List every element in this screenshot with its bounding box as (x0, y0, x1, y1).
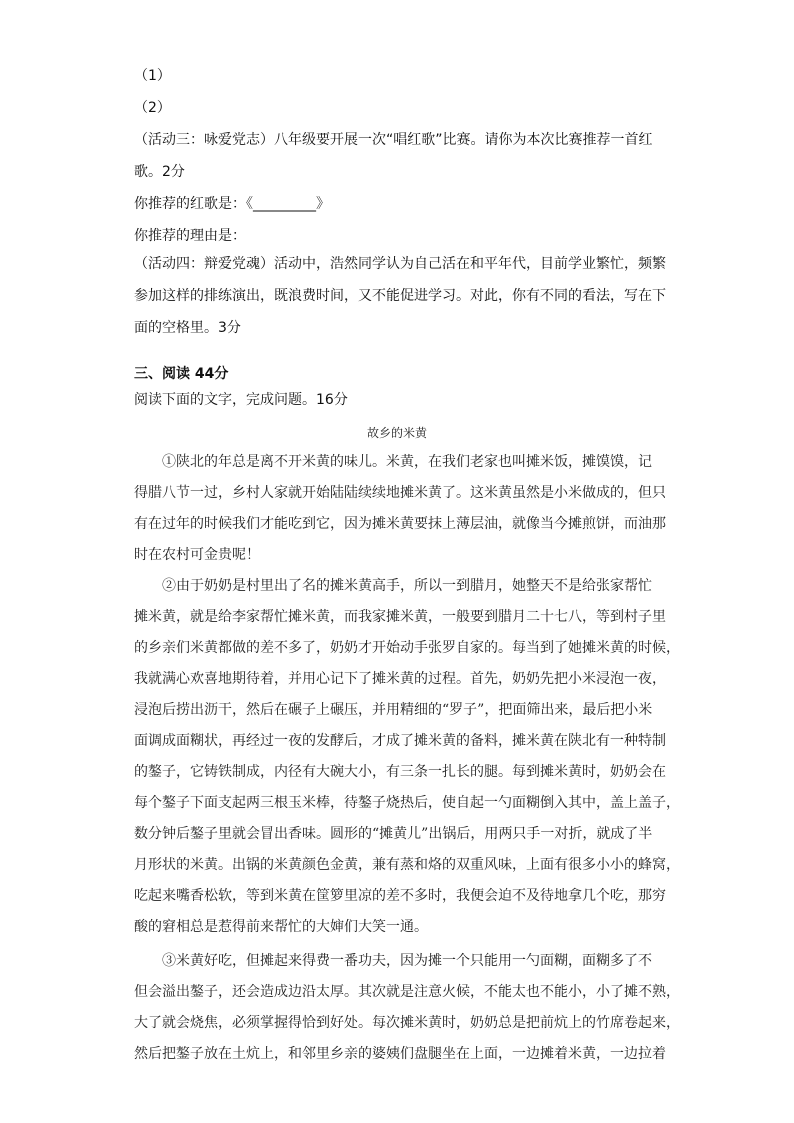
reason-line: 你推荐的理由是： (134, 228, 246, 244)
passage-line: 摊米黄，就是给李家帮忙摊米黄，而我家摊米黄，一般要到腊月二十七八，等到村子里 (134, 609, 666, 625)
activity4-prompt-line2: 参加这样的排练演出，既浪费时间，又不能促进学习。对此，你有不同的看法，写在下 (134, 288, 666, 304)
passage-line: 得腊八节一过，乡村人家就开始陆陆续续地摊米黄了。这米黄虽然是小米做成的，但只 (134, 485, 666, 501)
passage-line: 的鏊子，它铸铁制成，内径有大碗大小，有三条一扎长的腿。每到摊米黄时，奶奶会在 (134, 764, 666, 780)
section-heading: 三、阅读 44分 (134, 366, 229, 382)
passage-line: 数分钟后鏊子里就会冒出香味。圆形的“摊黄儿”出锅后，用两只手一对折，就成了半 (134, 826, 653, 842)
passage-line: 然后把鏊子放在土炕上，和邻里乡亲的婆姨们盘腿坐在上面，一边摊着米黄，一边拉着 (134, 1046, 666, 1062)
reading-instruction: 阅读下面的文字，完成问题。16分 (134, 392, 348, 408)
passage-line: 每个鏊子下面支起两三根玉米棒，待鏊子烧热后，使自起一勺面糊倒入其中，盖上盖子， (134, 795, 680, 811)
passage-line: 面调成面糊状，再经过一夜的发酵后，才成了摊米黄的备料，摊米黄在陕北有一种特制 (134, 733, 666, 749)
activity3-prompt-line2: 歌。2分 (134, 164, 185, 180)
activity4-prompt-line3: 面的空格里。3分 (134, 320, 241, 336)
passage-line: ①陕北的年总是离不开米黄的味儿。米黄，在我们老家也叫摊米饭，摊馍馍，记 (134, 454, 652, 470)
passage-line: 酸的窘相总是惹得前来帮忙的大婶们大笑一通。 (134, 919, 428, 935)
passage-line: 月形状的米黄。出锅的米黄颜色金黄，兼有蒸和烙的双重风味，上面有很多小小的蜂窝， (134, 857, 680, 873)
question-item-1: （1） (134, 68, 171, 84)
passage-title: 故乡的米黄 (366, 426, 427, 440)
passage-line: 吃起来嘴香松软，等到米黄在筐箩里凉的差不多时，我便会迫不及待地拿几个吃，那穷 (134, 888, 666, 904)
passage-line: 有在过年的时候我们才能吃到它，因为摊米黄要抹上薄层油，就像当今摊煎饼，而油那 (134, 516, 666, 532)
passage-line: 的乡亲们米黄都做的差不多了，奶奶才开始动手张罗自家的。每当到了她摊米黄的时候， (134, 640, 680, 656)
passage-line: 但会溢出鏊子，还会造成边沿太厚。其次就是注意火候，不能太也不能小，小了摊不熟， (134, 984, 680, 1000)
passage-line: 我就满心欢喜地期待着，并用心记下了摊米黄的过程。首先，奶奶先把小米浸泡一夜， (134, 671, 666, 687)
activity4-prompt-line1: （活动四：辩爱党魂）活动中，浩然同学认为自己活在和平年代，目前学业繁忙，频繁 (134, 256, 666, 272)
question-item-2: （2） (134, 100, 171, 116)
activity3-prompt-line1: （活动三：咏爱党志）八年级要开展一次“唱红歌”比赛。请你为本次比赛推荐一首红 (134, 132, 653, 148)
passage-line: 时在农村可金贵呢！ (134, 547, 260, 563)
song-recommendation-line: 你推荐的红歌是：《_________》 (134, 196, 330, 212)
passage-line: 浸泡后捞出沥干，然后在碾子上碾压，并用精细的“罗子”，把面筛出来，最后把小米 (134, 702, 653, 718)
passage-line: ②由于奶奶是村里出了名的摊米黄高手，所以一到腊月，她整天不是给张家帮忙 (134, 578, 652, 594)
passage-line: 大了就会烧焦，必须掌握得恰到好处。每次摊米黄时，奶奶总是把前炕上的竹席卷起来， (134, 1015, 680, 1031)
passage-line: ③米黄好吃，但摊起来得费一番功夫，因为摊一个只能用一勺面糊，面糊多了不 (134, 953, 652, 969)
